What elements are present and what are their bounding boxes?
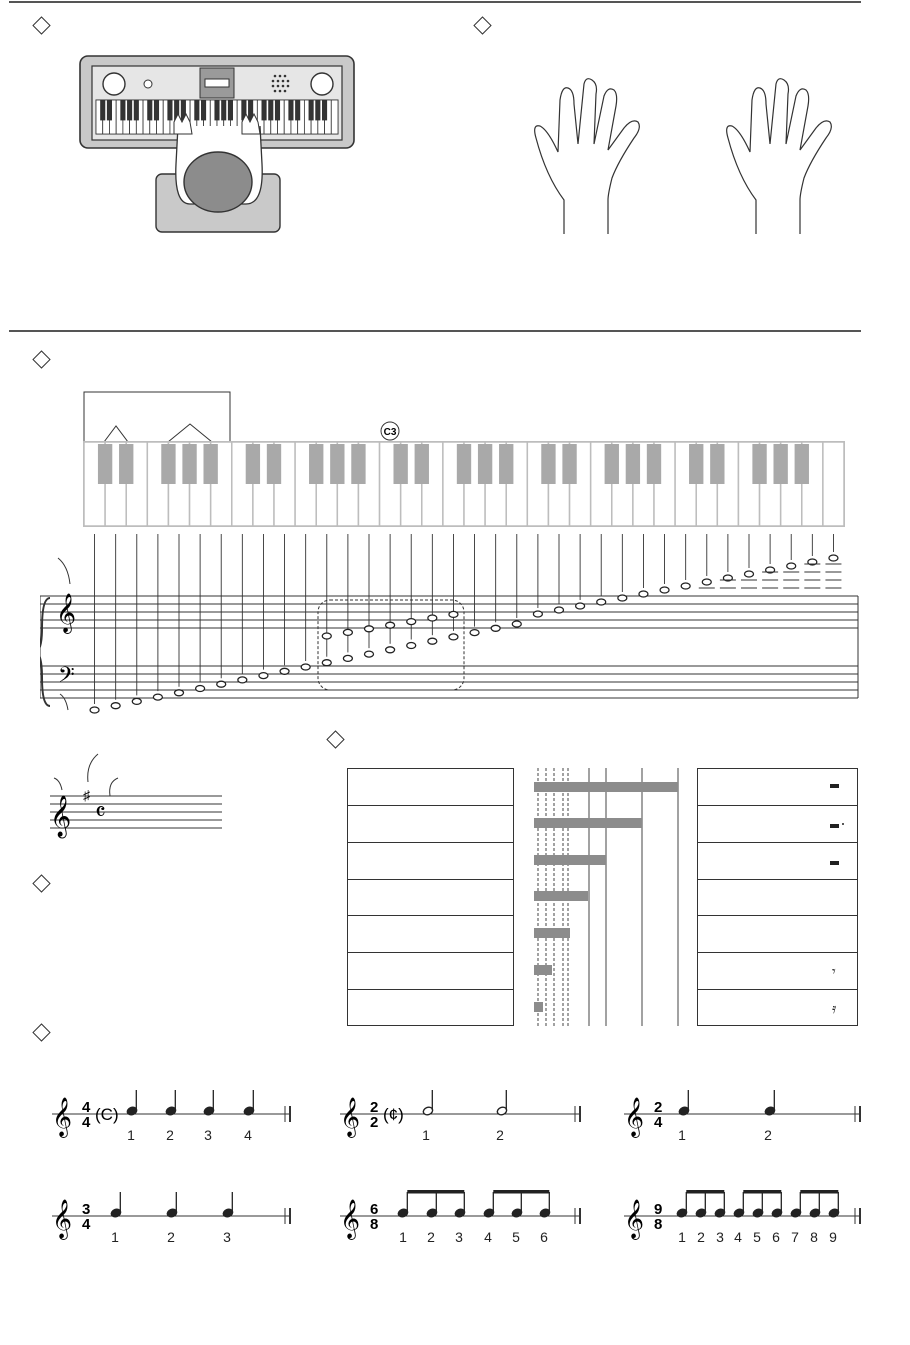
time-signature-numerator: 4 [82, 1099, 91, 1116]
note-head [407, 643, 416, 649]
table-row [348, 879, 513, 880]
top-rule [9, 1, 861, 3]
note-head [639, 591, 648, 597]
duration-bar [534, 855, 606, 865]
note-head [787, 563, 796, 569]
black-key [330, 444, 344, 484]
table-row [348, 989, 513, 990]
note-head [597, 599, 606, 605]
section-diamond-icon [32, 16, 50, 34]
note-head [343, 629, 352, 635]
note-head [301, 664, 310, 670]
note-head [322, 660, 331, 666]
note-head [428, 638, 437, 644]
note-head [745, 571, 754, 577]
duration-bar [534, 782, 678, 792]
note-head [681, 583, 690, 589]
time-signature-numerator: 6 [370, 1201, 379, 1218]
note-head [386, 622, 395, 628]
black-key [309, 444, 323, 484]
treble-clef-icon: 𝄞 [624, 1200, 645, 1238]
half-rest-icon [830, 861, 839, 865]
note-head [175, 690, 184, 696]
black-key [647, 444, 661, 484]
mid-rule [9, 330, 861, 332]
note-name-column [347, 768, 514, 1026]
treble-clef-icon: 𝄞 [52, 1098, 73, 1136]
treble-clef-icon: 𝄞 [340, 1200, 361, 1238]
alternate-meter-symbol: (¢) [383, 1105, 404, 1124]
black-key [246, 444, 260, 484]
table-row [348, 842, 513, 843]
bass-clef-icon: 𝄢 [58, 662, 75, 692]
treble-clef-icon: 𝄞 [56, 594, 77, 632]
note-duration-chart [526, 768, 686, 1026]
note-head [512, 621, 521, 627]
treble-clef-icon: 𝄞 [52, 1200, 73, 1238]
black-key [203, 444, 217, 484]
sharp-icon: ♯ [83, 787, 90, 803]
beam [743, 1190, 781, 1194]
note-head [153, 694, 162, 700]
beam [493, 1190, 549, 1194]
black-key [182, 444, 196, 484]
black-key [541, 444, 555, 484]
white-key [823, 442, 844, 526]
black-key [626, 444, 640, 484]
black-key [710, 444, 724, 484]
note-head [470, 630, 479, 636]
duration-bar [534, 891, 588, 901]
eighth-rest-icon: 𝄾 [832, 963, 836, 979]
treble-clef-icon: 𝄞 [624, 1098, 645, 1136]
duration-bar [534, 965, 552, 975]
time-signature-numerator: 2 [654, 1099, 663, 1116]
note-head [829, 555, 838, 561]
hands-illustration [528, 78, 858, 236]
duration-bar [534, 928, 570, 938]
table-row [348, 952, 513, 953]
time-signature-denominator: 4 [82, 1216, 91, 1233]
time-signature-denominator: 4 [654, 1114, 663, 1131]
black-key [562, 444, 576, 484]
keyboard-range-diagram [40, 388, 870, 723]
note-head [132, 698, 141, 704]
note-head [428, 615, 437, 621]
note-head [343, 655, 352, 661]
time-signature-numerator: 9 [654, 1201, 663, 1218]
beam [800, 1190, 838, 1194]
black-key [119, 444, 133, 484]
black-key [689, 444, 703, 484]
beam [686, 1190, 724, 1194]
note-head [196, 686, 205, 692]
sixteenth-rest-icon: 𝄿 [832, 1000, 837, 1016]
note-head [217, 681, 226, 687]
time-signature-denominator: 8 [370, 1216, 379, 1233]
duration-bar [534, 1002, 543, 1012]
section-diamond-icon [32, 1023, 50, 1041]
section-diamond-icon [326, 730, 344, 748]
black-key [773, 444, 787, 484]
black-key [752, 444, 766, 484]
treble-clef-icon: 𝄞 [340, 1098, 361, 1136]
black-key [605, 444, 619, 484]
note-head [702, 579, 711, 585]
note-head [449, 611, 458, 617]
black-key [351, 444, 365, 484]
common-time-icon: 𝄴 [95, 799, 106, 826]
key-label-c3: C3 [383, 427, 397, 438]
note-head [365, 626, 374, 632]
time-signature-denominator: 8 [654, 1216, 663, 1233]
duration-bar [534, 818, 642, 828]
black-key [98, 444, 112, 484]
key-signature-example [40, 750, 230, 845]
manual-page: C3 𝄞 𝄢 𝄞 ♯ 𝄴 𝄾 𝄿 𝄞 4 4 (C) 𝄞 2 2 (¢) 𝄞 2 4 𝄞 3 4 𝄞 6 8 𝄞 9 8 1 2 3 4 1 2 1 2 1 2 3 1 2 3 4 5 6 1 2 3 4 5 6 7 8 9 [0, 0, 910, 1345]
black-key [457, 444, 471, 484]
table-row [348, 915, 513, 916]
note-head [533, 611, 542, 617]
note-head [618, 595, 627, 601]
beam [407, 1190, 464, 1194]
keyboard-illustration [78, 54, 358, 234]
note-head [660, 587, 669, 593]
black-key [795, 444, 809, 484]
note-head [322, 633, 331, 639]
note-head [90, 707, 99, 713]
note-head [407, 619, 416, 625]
black-key [478, 444, 492, 484]
note-head [111, 703, 120, 709]
black-key [267, 444, 281, 484]
time-signature-numerator: 2 [370, 1099, 379, 1116]
section-diamond-icon [32, 350, 50, 368]
black-key [499, 444, 513, 484]
table-row [348, 805, 513, 806]
note-head [555, 607, 564, 613]
section-diamond-icon [32, 874, 50, 892]
note-head [365, 651, 374, 657]
section-diamond-icon [473, 16, 491, 34]
rest-column [697, 768, 858, 1026]
black-key [161, 444, 175, 484]
treble-clef-icon: 𝄞 [50, 795, 72, 836]
time-signature-denominator: 4 [82, 1114, 91, 1131]
note-head [576, 603, 585, 609]
note-head [449, 634, 458, 640]
time-signature-denominator: 2 [370, 1114, 379, 1131]
note-head [259, 673, 268, 679]
note-head [280, 668, 289, 674]
dotted-half-rest-icon [830, 824, 839, 828]
note-head [238, 677, 247, 683]
note-head [386, 647, 395, 653]
black-key [415, 444, 429, 484]
alternate-meter-symbol: (C) [95, 1105, 119, 1124]
whole-rest-icon [830, 784, 839, 788]
black-key [393, 444, 407, 484]
note-head [491, 625, 500, 631]
time-signature-numerator: 3 [82, 1201, 91, 1218]
